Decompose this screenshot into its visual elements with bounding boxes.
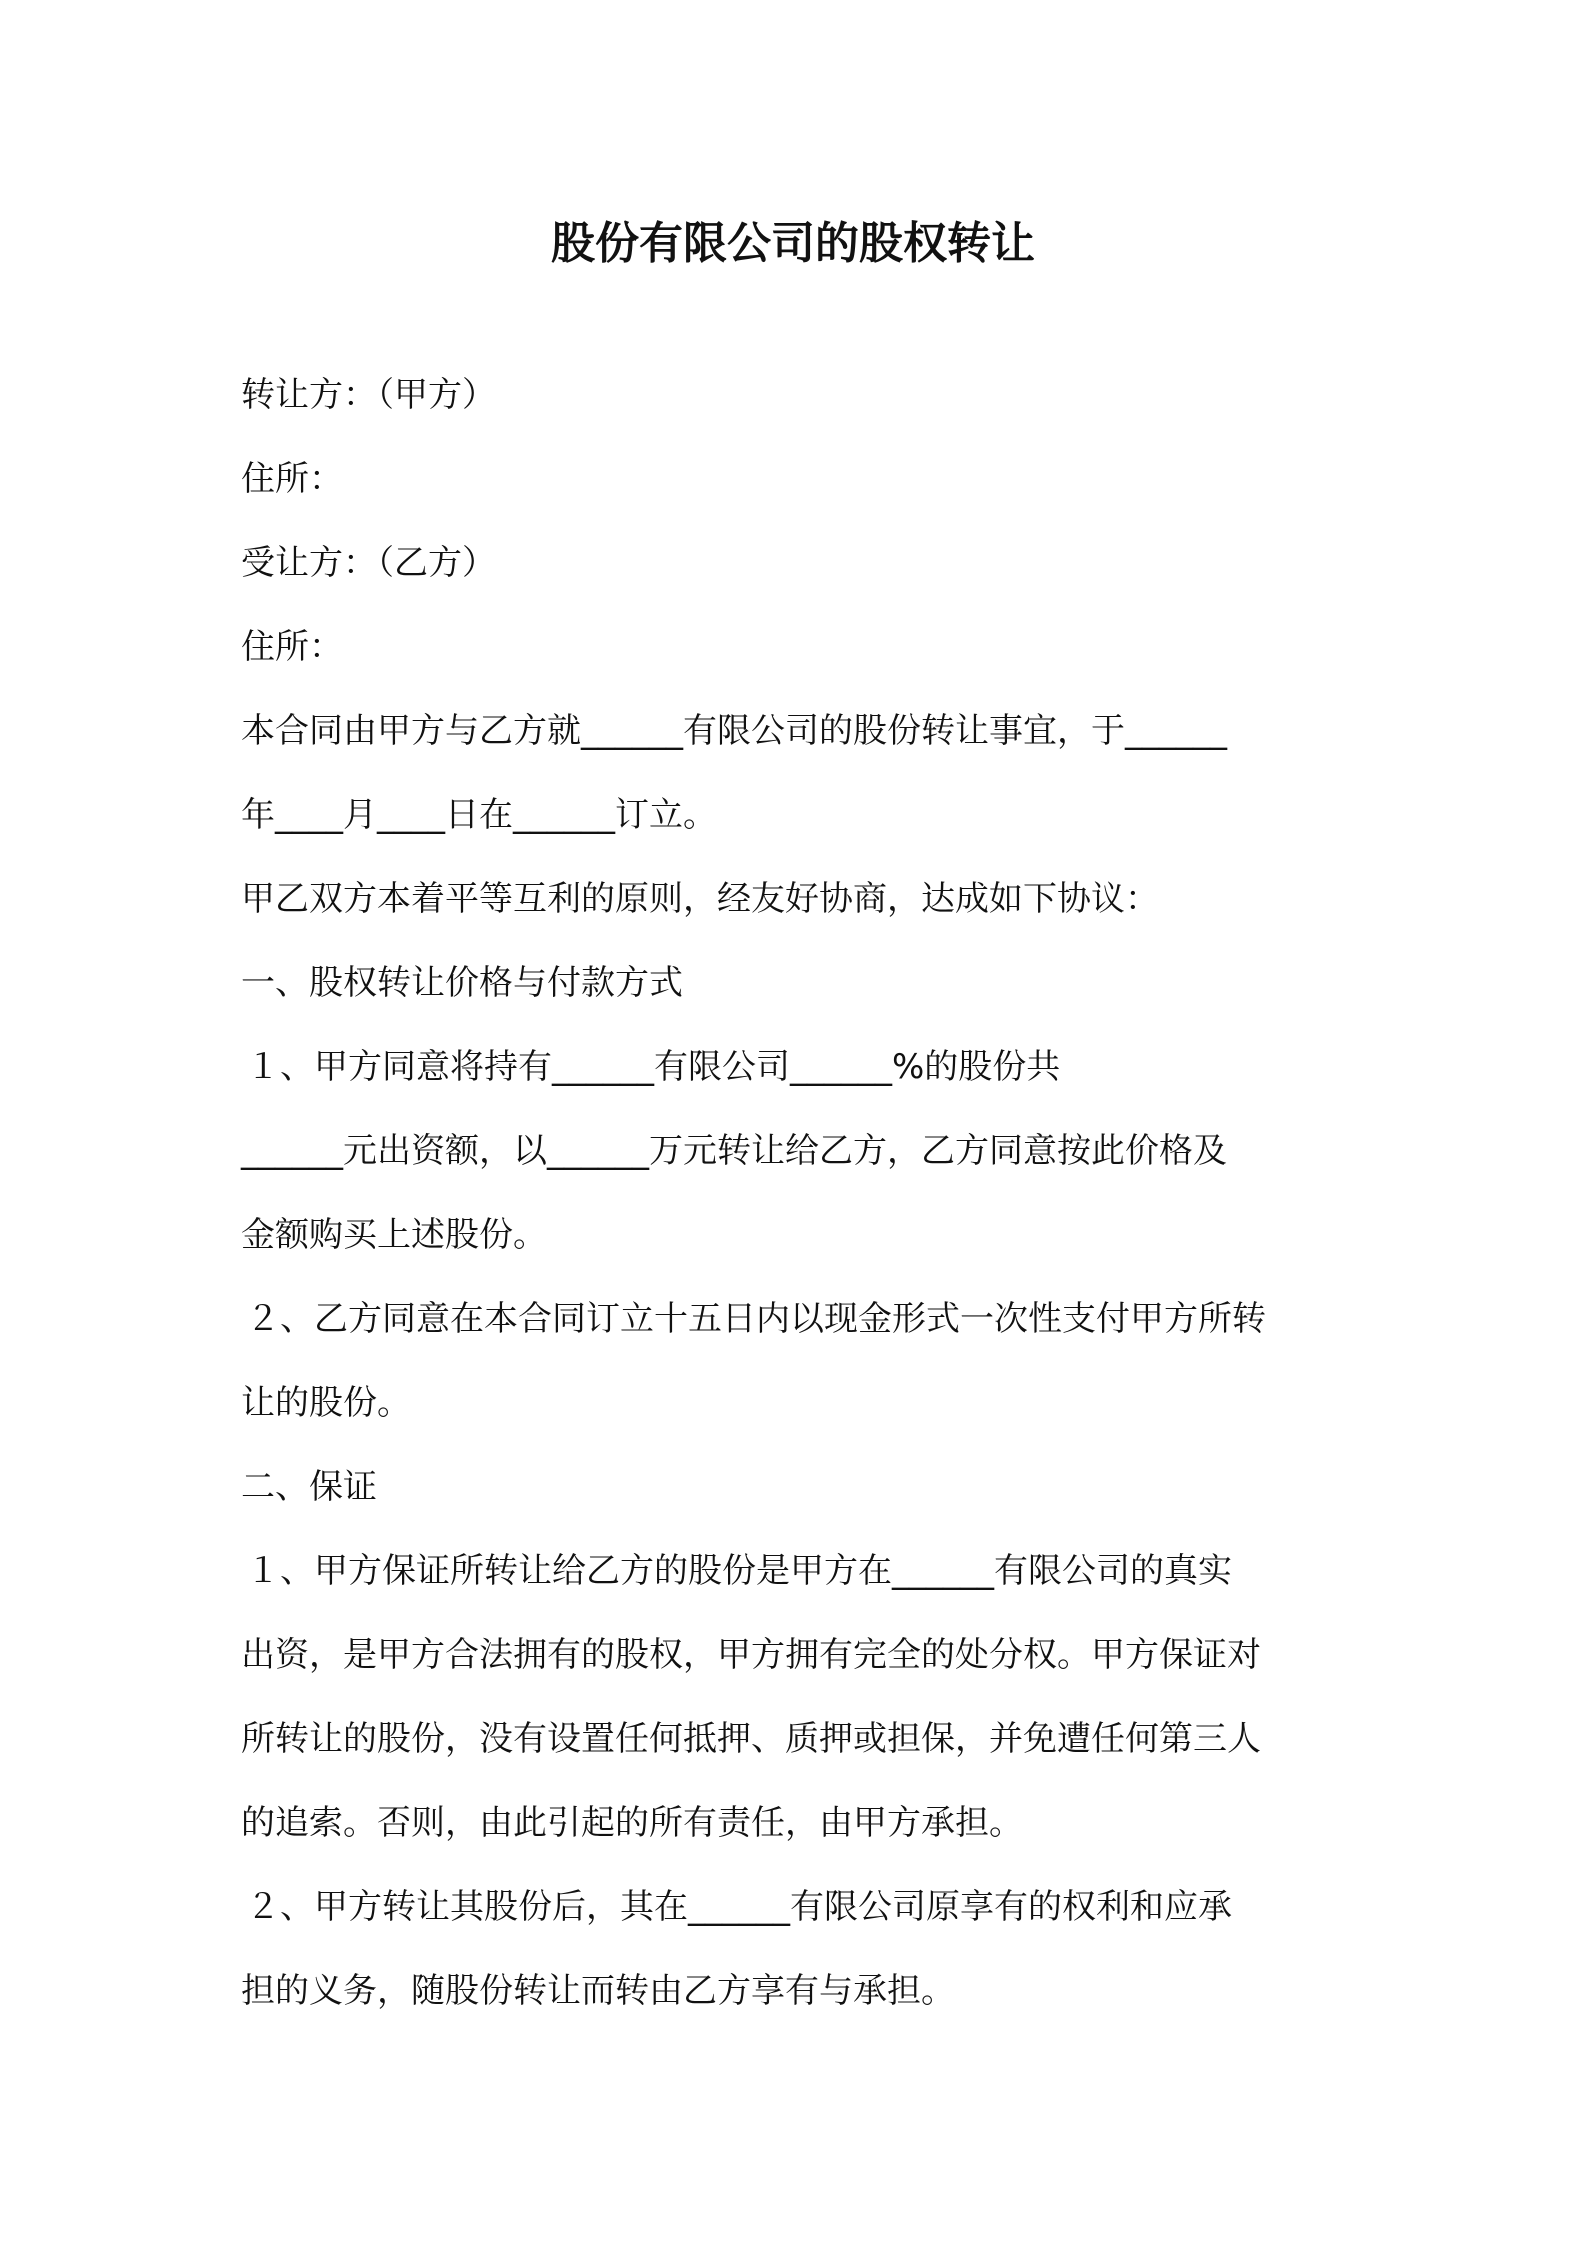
clause-1-1-line-3: 金额购买上述股份。 (241, 1215, 547, 1255)
transferee-address-label: 住所： (241, 627, 343, 667)
clause-2-1-line-3: 所转让的股份，没有设置任何抵押、质押或担保，并免遭任何第三人 (241, 1719, 1261, 1759)
section-2-heading: 二、保证 (241, 1467, 377, 1507)
clause-2-2-line-1: ２、甲方转让其股份后，其在______有限公司原享有的权利和应承 (246, 1887, 1232, 1927)
clause-1-2-line-2: 让的股份。 (241, 1383, 411, 1423)
section-1-heading: 一、股权转让价格与付款方式 (241, 963, 683, 1003)
transferor-label: 转让方：（甲方） (241, 375, 496, 415)
clause-2-1-line-2: 出资，是甲方合法拥有的股权，甲方拥有完全的处分权。甲方保证对 (241, 1635, 1261, 1675)
transferee-label: 受让方：（乙方） (241, 543, 496, 583)
transferor-address-label: 住所： (241, 459, 343, 499)
clause-2-1-line-4: 的追索。否则，由此引起的所有责任，由甲方承担。 (241, 1803, 1023, 1843)
clause-2-1-line-1: １、甲方保证所转让给乙方的股份是甲方在______有限公司的真实 (246, 1551, 1232, 1591)
clause-1-1-line-2: ______元出资额，以______万元转让给乙方，乙方同意按此价格及 (241, 1131, 1227, 1171)
clause-1-1-line-1: １、甲方同意将持有______有限公司______%的股份共 (246, 1047, 1061, 1087)
clause-2-2-line-2: 担的义务，随股份转让而转由乙方享有与承担。 (241, 1971, 955, 2011)
agreement-intro: 甲乙双方本着平等互利的原则，经友好协商，达成如下协议： (241, 879, 1159, 919)
preamble-line-2: 年____月____日在______订立。 (241, 795, 717, 835)
preamble-line-1: 本合同由甲方与乙方就______有限公司的股份转让事宜，于______ (241, 711, 1227, 751)
clause-1-2-line-1: ２、乙方同意在本合同订立十五日内以现金形式一次性支付甲方所转 (246, 1299, 1266, 1339)
document-title: 股份有限公司的股权转让 (551, 218, 1035, 269)
